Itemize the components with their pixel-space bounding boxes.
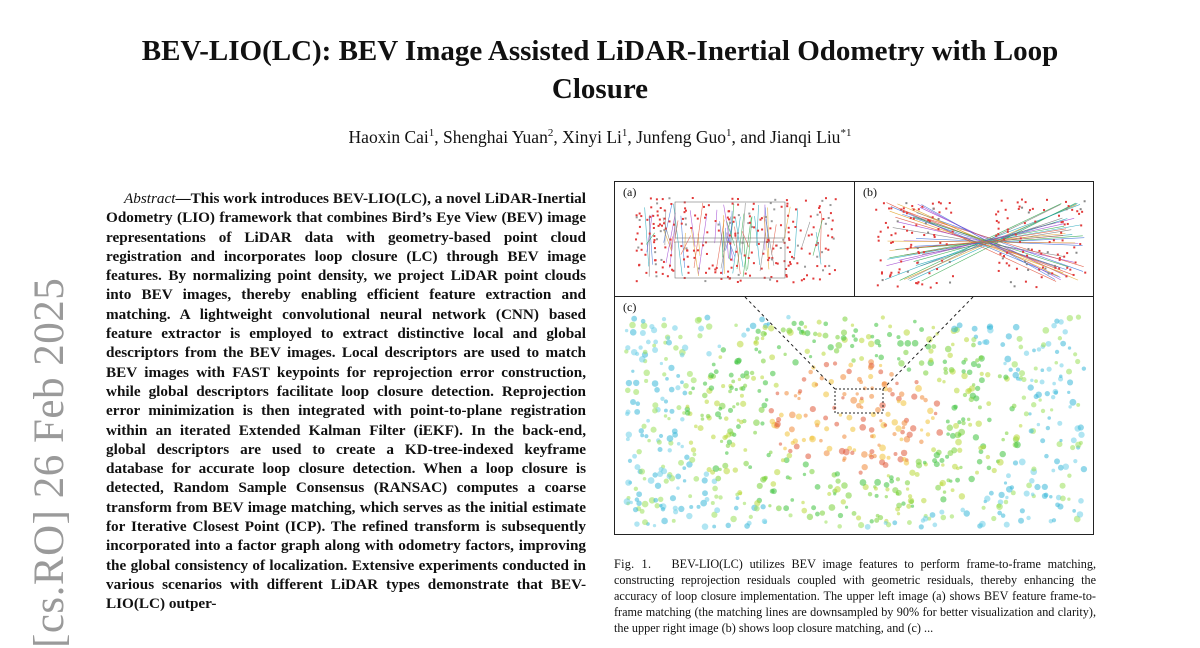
figure-panel-c — [615, 297, 1093, 534]
point-cloud-map-image — [615, 297, 1093, 534]
author-affiliation-mark: *1 — [840, 127, 852, 140]
abstract — [106, 189, 586, 614]
caption-label: Fig. 1. — [614, 557, 652, 571]
author-name: Haoxin Cai — [348, 127, 429, 147]
figure-panel-a — [615, 182, 855, 297]
figure-caption — [614, 556, 1096, 636]
author-name: Shenghai Yuan — [443, 127, 548, 147]
author-affiliation-mark: 1 — [428, 127, 435, 140]
author-name: Xinyi Li — [562, 127, 622, 147]
abstract-lead: Abstract — [124, 190, 176, 207]
abstract-text: This work introduces BEV-LIO(LC), a novel LiDAR-Inertial Odometry (LIO) framework that combines Bird’s Eye View (BEV) image representations of LiDAR data with geometry-based point cloud registration and incorporates loop closure (LC) through BEV image features. By normalizing point density, we project LiDAR point clouds into BEV images, thereby enabling efficient feature extraction and matching. A lightweight convolutional neural network (CNN) based feature extractor is employed to extract distinctive local and global descriptors from the BEV images. Local descriptors are used to match BEV images with FAST keypoints for reprojection error construction, while global descriptors facilitate loop closure detection. Reprojection error minimization is then integrated with point-to-plane registration within an iterated Extended Kalman Filter (iEKF). In the back-end, global descriptors are used to create a KD-tree-indexed keyframe database for accurate loop closure detection. When a loop closure is detected, Random Sample Consensus (RANSAC) computes a coarse transform from BEV image matching, which serves as the initial estimate for Iterative Closest Point (ICP). The refined transform is subsequently incorporated into a factor graph along with odometry factors, improving the global consistency of localization. Extensive experiments conducted in various scenarios with different LiDAR types demonstrate that BEV-LIO(LC) outper- — [106, 190, 586, 613]
frame-to-frame-matching-image — [615, 182, 853, 295]
figure-panel-b — [855, 182, 1093, 297]
caption-text: BEV-LIO(LC) utilizes BEV image features to perform frame-to-frame matching, constructing reprojection residuals coupled with geometric residuals, thereby enhancing the accuracy of loop closure implementation. The upper left image (a) shows BEV feature frame-to-frame matching (the matching lines are downsampled by 90% for better visualization and clarity), the upper right image (b) shows loop closure matching, and (c) ... — [614, 557, 1097, 635]
abstract-dash: — — [175, 190, 191, 207]
paper-title: BEV-LIO(LC): BEV Image Assisted LiDAR-Inertial Odometry with Loop Closure — [141, 35, 1059, 105]
author-affiliation-mark: 1 — [621, 127, 628, 140]
author-affiliation-mark: 1 — [726, 127, 732, 140]
arxiv-stamp: [cs.RO] 26 Feb 2025 — [26, 277, 73, 648]
author-list: Haoxin Cai$^1$, Shenghai Yuan$^2$, Xinyi Li$^1$, Junfeng Guo$^1$, and Jianqi Liu$^{*1}$ — [348, 127, 852, 147]
author-name: Jianqi Liu — [769, 127, 841, 147]
loop-closure-matching-image — [855, 182, 1093, 295]
panel-a-label: (a) — [623, 185, 637, 199]
figure-1 — [614, 181, 1094, 535]
panel-c-label: (c) — [623, 300, 637, 314]
author-affiliation-mark: 2 — [547, 127, 554, 140]
panel-b-label: (b) — [863, 185, 877, 199]
author-name: Junfeng Guo — [636, 127, 727, 147]
